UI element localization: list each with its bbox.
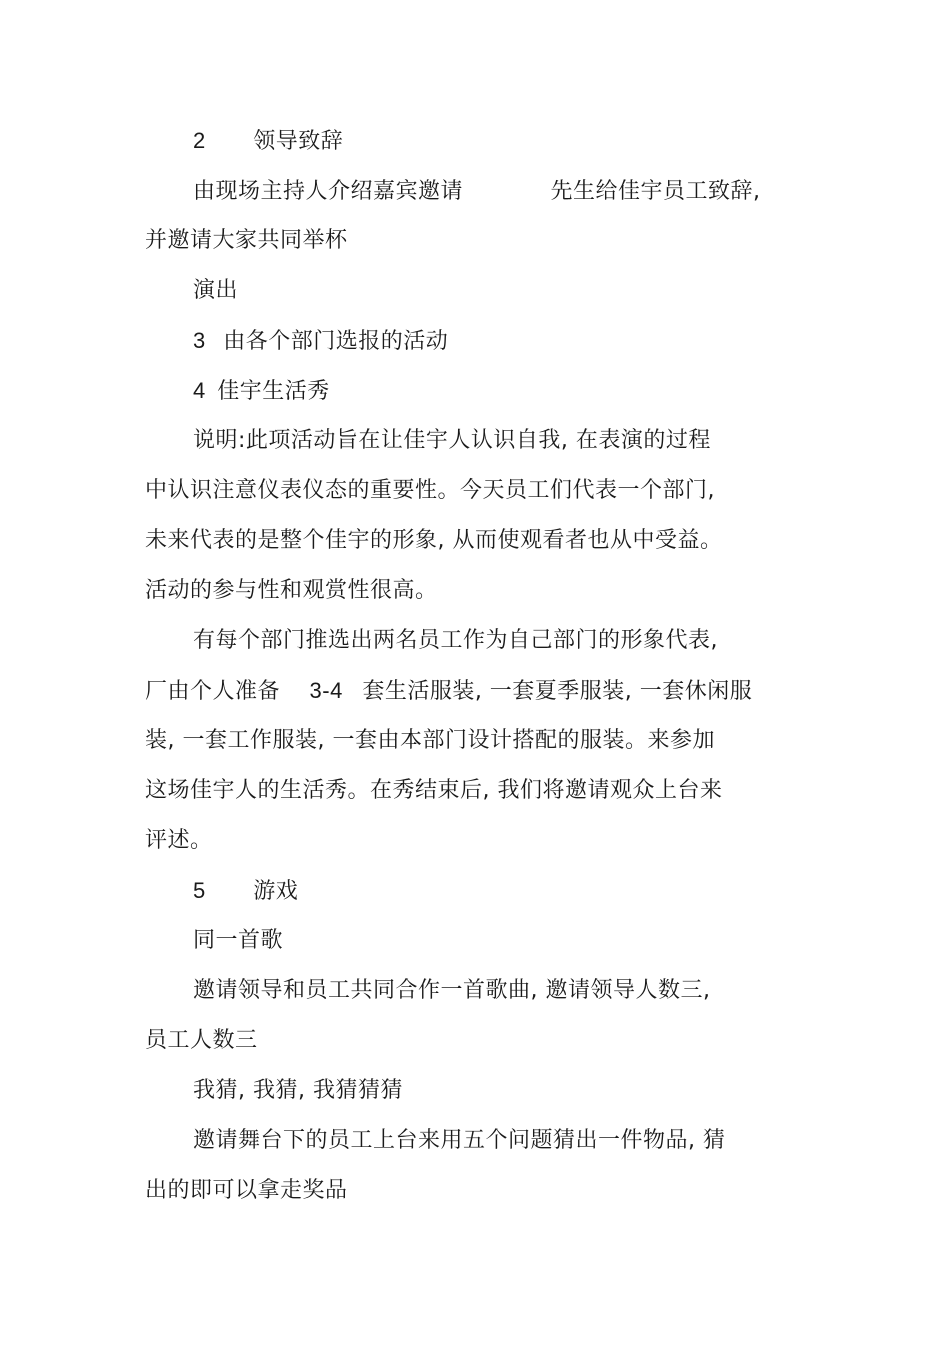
- paragraph-line: 邀请舞台下的员工上台来用五个问题猜出一件物品, 猜: [193, 1128, 726, 1153]
- subsection-label: 演出: [193, 278, 239, 303]
- section-3-heading: [193, 326, 448, 357]
- paragraph-line: [193, 177, 761, 207]
- paragraph-line: 出的即可以拿走奖品: [145, 1178, 348, 1203]
- paragraph-line: 这场佳宇人的生活秀。在秀结束后, 我们将邀请观众上台来: [145, 778, 723, 803]
- section-title: 佳宇生活秀: [217, 379, 330, 404]
- section-2-heading: [193, 126, 343, 157]
- section-title: 游戏: [253, 879, 299, 904]
- paragraph-line: 说明:此项活动旨在让佳宇人认识自我, 在表演的过程: [193, 428, 711, 453]
- game-title: 同一首歌: [193, 928, 284, 953]
- paragraph-line: 员工人数三: [145, 1028, 258, 1053]
- text-segment: 厂由个人准备: [145, 679, 281, 704]
- section-number: 5: [193, 878, 206, 903]
- paragraph-line: 活动的参与性和观赏性很高。: [145, 578, 438, 603]
- text-segment: 由现场主持人介绍嘉宾邀请: [193, 179, 464, 204]
- paragraph-line: 未来代表的是整个佳宇的形象, 从而使观看者也从中受益。: [145, 528, 723, 553]
- section-title: 领导致辞: [253, 129, 344, 154]
- paragraph-line: 并邀请大家共同举杯: [145, 228, 348, 253]
- text-segment: 先生给佳宇员工致辞,: [550, 179, 761, 204]
- section-number: 2: [193, 128, 206, 153]
- text-segment: 套生活服装, 一套夏季服装, 一套休闲服: [362, 679, 753, 704]
- section-5-heading: [193, 876, 298, 907]
- paragraph-line: 有每个部门推选出两名员工作为自己部门的形象代表,: [193, 628, 718, 653]
- paragraph-line: 邀请领导和员工共同合作一首歌曲, 邀请领导人数三,: [193, 978, 711, 1003]
- paragraph-line: 中认识注意仪表仪态的重要性。今天员工们代表一个部门,: [145, 478, 715, 503]
- section-4-heading: [193, 376, 330, 407]
- paragraph-line: [145, 676, 752, 707]
- section-number: 3: [193, 328, 206, 353]
- paragraph-line: 装, 一套工作服装, 一套由本部门设计搭配的服装。来参加: [145, 728, 715, 753]
- game-title: 我猜, 我猜, 我猜猜猜: [193, 1078, 403, 1103]
- text-number: 3-4: [309, 678, 343, 703]
- section-number: 4: [193, 378, 206, 403]
- section-title: 由各个部门选报的活动: [223, 329, 449, 354]
- paragraph-line: 评述。: [145, 828, 213, 853]
